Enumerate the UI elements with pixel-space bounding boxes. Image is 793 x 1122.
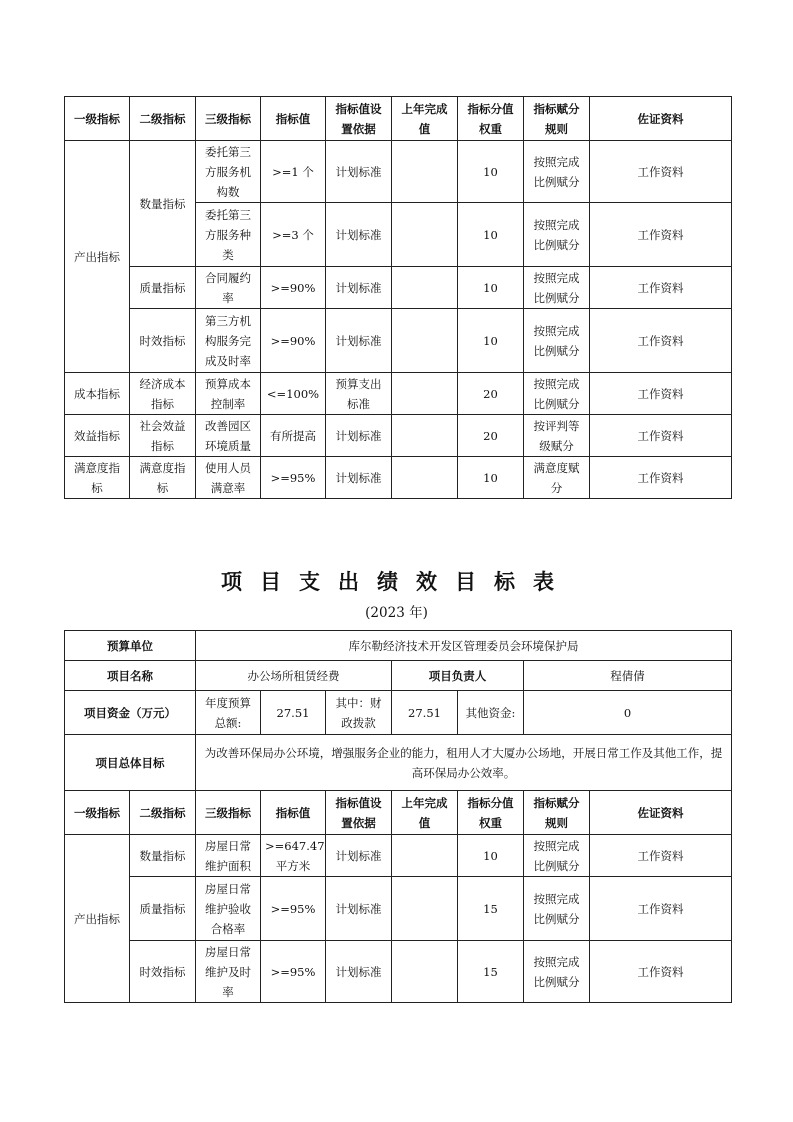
header-weight: 指标分值权重 [458, 791, 524, 835]
funds-label: 项目资金（万元） [65, 691, 196, 735]
rule-cell: 按评判等级赋分 [524, 415, 590, 457]
goal-row [65, 735, 732, 791]
weight-cell: 15 [458, 941, 524, 1003]
value-cell: >=3 个 [261, 203, 326, 267]
evidence-cell: 工作资料 [590, 141, 732, 203]
value-cell: >=95% [261, 941, 326, 1003]
basis-cell: 计划标准 [326, 457, 392, 499]
value-cell: >=90% [261, 267, 326, 309]
level3-cell: 合同履约率 [196, 267, 261, 309]
rule-cell: 按照完成比例赋分 [524, 877, 590, 941]
weight-cell: 10 [458, 141, 524, 203]
rule-cell: 按照完成比例赋分 [524, 941, 590, 1003]
funds-row [65, 691, 732, 735]
level3-cell: 改善园区环境质量 [196, 415, 261, 457]
basis-cell: 预算支出标准 [326, 373, 392, 415]
header-basis: 指标值设置依据 [326, 97, 392, 141]
budget-unit-row [65, 631, 732, 661]
evidence-cell: 工作资料 [590, 373, 732, 415]
table-row [65, 267, 732, 309]
evidence-cell: 工作资料 [590, 457, 732, 499]
header-evidence: 佐证资料 [590, 791, 732, 835]
weight-cell: 15 [458, 877, 524, 941]
last-year-cell [392, 309, 458, 373]
table-row [65, 457, 732, 499]
header-basis: 指标值设置依据 [326, 791, 392, 835]
level3-cell: 房屋日常维护验收合格率 [196, 877, 261, 941]
project-name-label: 项目名称 [65, 661, 196, 691]
value-cell: >=95% [261, 457, 326, 499]
indicator-table-2 [64, 630, 732, 1003]
project-name-value: 办公场所租赁经费 [196, 661, 392, 691]
value-cell: >=647.47 平方米 [261, 835, 326, 877]
level2-cell: 社会效益指标 [130, 415, 196, 457]
level3-cell: 预算成本控制率 [196, 373, 261, 415]
level3-cell: 第三方机构服务完成及时率 [196, 309, 261, 373]
last-year-cell [392, 373, 458, 415]
level2-cell: 时效指标 [130, 309, 196, 373]
level2-cell: 经济成本指标 [130, 373, 196, 415]
level3-cell: 房屋日常维护及时率 [196, 941, 261, 1003]
table-row [65, 309, 732, 373]
level2-cell: 数量指标 [130, 141, 196, 267]
table-row [65, 373, 732, 415]
table-row [65, 141, 732, 203]
year-label: (2023 年) [365, 605, 428, 621]
weight-cell: 10 [458, 309, 524, 373]
page-title: 项目支出绩效目标表 [221, 570, 572, 594]
level3-cell: 委托第三方服务种类 [196, 203, 261, 267]
header-level1: 一级指标 [65, 97, 130, 141]
header-last-year: 上年完成值 [392, 97, 458, 141]
rule-cell: 按照完成比例赋分 [524, 835, 590, 877]
last-year-cell [392, 877, 458, 941]
weight-cell: 10 [458, 267, 524, 309]
level2-cell: 质量指标 [130, 877, 196, 941]
manager-label: 项目负责人 [392, 661, 524, 691]
rule-cell: 按照完成比例赋分 [524, 373, 590, 415]
table-row [65, 941, 732, 1003]
budget-unit-value: 库尔勒经济技术开发区管理委员会环境保护局 [196, 631, 732, 661]
evidence-cell: 工作资料 [590, 203, 732, 267]
value-cell: >=95% [261, 877, 326, 941]
other-funds-label: 其他资金: [458, 691, 524, 735]
basis-cell: 计划标准 [326, 141, 392, 203]
value-cell: 有所提高 [261, 415, 326, 457]
level1-cell: 产出指标 [65, 141, 130, 373]
header-evidence: 佐证资料 [590, 97, 732, 141]
weight-cell: 20 [458, 415, 524, 457]
level2-cell: 满意度指标 [130, 457, 196, 499]
level1-cell: 产出指标 [65, 835, 130, 1003]
table-row [65, 877, 732, 941]
header-value: 指标值 [261, 791, 326, 835]
level3-cell: 房屋日常维护面积 [196, 835, 261, 877]
header-level3: 三级指标 [196, 97, 261, 141]
last-year-cell [392, 835, 458, 877]
weight-cell: 20 [458, 373, 524, 415]
level1-cell: 成本指标 [65, 373, 130, 415]
header-level1: 一级指标 [65, 791, 130, 835]
budget-unit-label: 预算单位 [65, 631, 196, 661]
goal-label: 项目总体目标 [65, 735, 196, 791]
rule-cell: 按照完成比例赋分 [524, 267, 590, 309]
rule-cell: 按照完成比例赋分 [524, 141, 590, 203]
value-cell: >=1 个 [261, 141, 326, 203]
basis-cell: 计划标准 [326, 267, 392, 309]
value-cell: >=90% [261, 309, 326, 373]
header-last-year: 上年完成值 [392, 791, 458, 835]
basis-cell: 计划标准 [326, 415, 392, 457]
basis-cell: 计划标准 [326, 835, 392, 877]
header-rule: 指标赋分规则 [524, 97, 590, 141]
evidence-cell: 工作资料 [590, 309, 732, 373]
evidence-cell: 工作资料 [590, 835, 732, 877]
table-row [65, 835, 732, 877]
weight-cell: 10 [458, 203, 524, 267]
value-cell: <=100% [261, 373, 326, 415]
rule-cell: 按照完成比例赋分 [524, 203, 590, 267]
level2-cell: 质量指标 [130, 267, 196, 309]
manager-value: 程倩倩 [524, 661, 732, 691]
header-level3: 三级指标 [196, 791, 261, 835]
last-year-cell [392, 941, 458, 1003]
weight-cell: 10 [458, 835, 524, 877]
level3-cell: 委托第三方服务机构数 [196, 141, 261, 203]
header-rule: 指标赋分规则 [524, 791, 590, 835]
basis-cell: 计划标准 [326, 203, 392, 267]
last-year-cell [392, 267, 458, 309]
level1-cell: 满意度指标 [65, 457, 130, 499]
rule-cell: 按照完成比例赋分 [524, 309, 590, 373]
weight-cell: 10 [458, 457, 524, 499]
table-header-row [65, 791, 732, 835]
evidence-cell: 工作资料 [590, 415, 732, 457]
goal-text: 为改善环保局办公环境，增强服务企业的能力，租用人才大厦办公场地，开展日常工作及其他工作，提高环保局办公效率。 [196, 735, 732, 791]
basis-cell: 计划标准 [326, 941, 392, 1003]
annual-budget-label: 年度预算总额: [196, 691, 261, 735]
fiscal-value: 27.51 [392, 691, 458, 735]
evidence-cell: 工作资料 [590, 877, 732, 941]
last-year-cell [392, 141, 458, 203]
table-row [65, 415, 732, 457]
fiscal-label: 其中：财政拨款 [326, 691, 392, 735]
rule-cell: 满意度赋分 [524, 457, 590, 499]
basis-cell: 计划标准 [326, 877, 392, 941]
table-header-row [65, 97, 732, 141]
header-weight: 指标分值权重 [458, 97, 524, 141]
annual-budget-value: 27.51 [261, 691, 326, 735]
last-year-cell [392, 457, 458, 499]
level2-cell: 数量指标 [130, 835, 196, 877]
last-year-cell [392, 203, 458, 267]
indicator-table-1 [64, 96, 732, 499]
evidence-cell: 工作资料 [590, 267, 732, 309]
evidence-cell: 工作资料 [590, 941, 732, 1003]
last-year-cell [392, 415, 458, 457]
header-level2: 二级指标 [130, 791, 196, 835]
header-level2: 二级指标 [130, 97, 196, 141]
header-value: 指标值 [261, 97, 326, 141]
basis-cell: 计划标准 [326, 309, 392, 373]
other-funds-value: 0 [524, 691, 732, 735]
project-name-row [65, 661, 732, 691]
level3-cell: 使用人员满意率 [196, 457, 261, 499]
level1-cell: 效益指标 [65, 415, 130, 457]
level2-cell: 时效指标 [130, 941, 196, 1003]
